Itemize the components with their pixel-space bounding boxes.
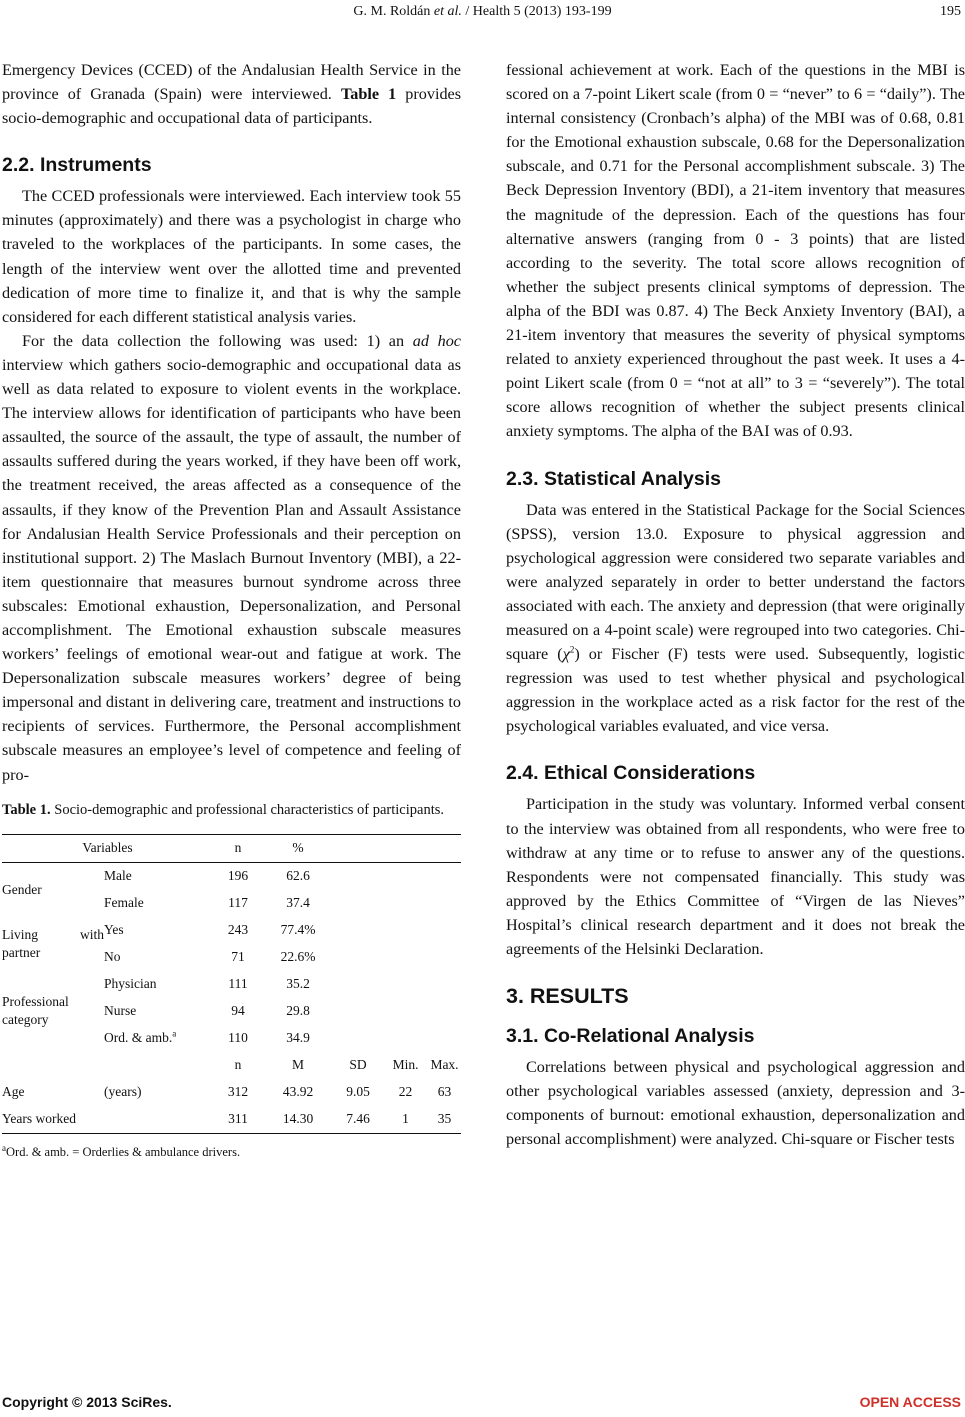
left-column [2, 58, 461, 1164]
table-row: No 71 22.6% [104, 949, 316, 965]
open-access-link[interactable]: OPEN ACCESS [859, 1394, 961, 1410]
paragraph: Emergency Devices (CCED) of the Andalusian Health Service in the province of Granada (Spain) were interviewed. Table 1 provides socio-demographic and occupational data of participants. [2, 61, 462, 128]
section-heading: 2.3. Statistical Analysis [506, 467, 721, 490]
section-heading: 2.4. Ethical Considerations [506, 762, 756, 785]
paragraph: Participation in the study was voluntary. Informed verbal consent to the interview was obtained from all respondents, who were free to withdraw at any time or to refuse to answer any of the questions. Respondents were not compensated financially. This study was approved by the Ethics Committee of “Virgen de las Nieves” Hospital’s clinical research department and it does not break the agreements of the Helsinki Declaration. [506, 795, 965, 958]
table-row: Ord. & amb.$^a$ 110 34.9 [104, 1028, 310, 1046]
section-heading: 3.1. Co-Relational Analysis [506, 1025, 755, 1048]
table-row: Professional category Physician 111 35.2 [2, 976, 310, 1028]
paragraph: fessional achievement at work. Each of the questions in the MBI is scored on a 7-point Likert scale (from 0 = “never” to 6 = “daily”). The internal consistency (Cronbach’s alpha) of the MBI was of 0.68, 0.81 for the Emotional exhaustion subscale, 0.68 for the Depersonalization subscale, and 0.71 for the Personal accomplishment subscale. 3) The Beck Depression Inventory (BDI), a 21-item inventory that measures the magnitude of the depression. Each of the questions has four alternative answers (ranging from 0 - 3 points) that are listed according to the severity. The total score allows recognition of whether the subject presents clinical symptoms of depression. The alpha of the BDI was 0.87. 4) The Beck Anxiety Inventory (BAI), a 21-item inventory that measures the severity of physical symptoms related to anxiety experienced throughout the past week. It uses a 4-point Likert scale (from 0 = “not at all” to 3 = “severely”). The total score allows recognition of whether the subject presents clinical anxiety symptoms. The alpha of the BAI was of 0.93. [506, 61, 965, 441]
right-column [506, 58, 965, 1151]
table-row: Years worked 311 14.30 7.46 1 35 [2, 1106, 461, 1134]
page-number: 195 [940, 4, 961, 19]
table-header-row: Variables n % [2, 834, 461, 862]
table-reference: Table 1 [340, 85, 397, 104]
section-heading: 3. RESULTS [506, 984, 629, 1009]
table-row: Living with partner Yes 243 77.4% [2, 922, 316, 960]
table-1 [2, 834, 461, 1134]
section-heading: 2.2. Instruments [2, 154, 152, 177]
table-caption: Table 1. Socio-demographic and professional characteristics of participants. [2, 801, 445, 818]
copyright: Copyright © 2013 SciRes. [2, 1394, 172, 1410]
table-row: Age (years) 312 43.92 9.05 22 63 [2, 1084, 452, 1100]
table-footnote: $^a$Ord. & amb. = Orderlies & ambulance drivers. [2, 1142, 241, 1159]
paragraph: The CCED professionals were interviewed. Each interview took 55 minutes (approximately) and there was a psychologist in charge who traveled to the workplaces of the participants. In some cases, the length of the interview went over the allotted time and prevented dedication of more time to finalize it, and that is why the sample considered for each different statistical analysis varies. [2, 187, 461, 326]
paragraph: Data was entered in the Statistical Package for the Social Sciences (SPSS), version 13.0. Exposure to physical aggression and psychological aggression were considered two separate variables and were analyzed separately in order to better understand the factors associated with each. The anxiety and depression (that were originally measured on a 4-point scale) were regrouped into two categories. Chi-square $(\chi^2)$ or Fischer (F) tests were used. Subsequently, logistic regression was used to test whether physical and psychological aggression in the workplace acted as a risk factor for the rest of the psychological variables evaluated, and vice versa. [506, 500, 965, 736]
table-row: Nurse 94 29.8 [104, 1003, 310, 1019]
table-row: Gender Male 196 62.6 [2, 868, 310, 897]
paragraph: For the data collection the following was used: 1) an ad hoc interview which gathers socio-demographic and occupational data as well as data related to exposure to violent events in the workplace. The interview allows for identification of participants who have been assaulted, the source of the assault, the type of assault, the number of assaults suffered during the years worked, if they have been off work, the treatment received, the areas affected as a consequence of the assaults, if they know of the Prevention Plan and Assault Assistance for Andalusian Health Service Professionals and their perception on institutional support. 2) The Maslach Burnout Inventory (MBI), a 22-item questionnaire that measures burnout syndrome across three subscales: Emotional exhaustion, Depersonalization, and Personal accomplishment. The Emotional exhaustion subscale measures workers’ feelings of emotional wear-out and fatigue at work. The Depersonalization subscale measures workers’ degree of being impersonal and distant in delivering care, treatment and instructions to recipients of services. Furthermore, the Personal accomplishment subscale measures an employee’s level of competence and feeling of pro- [2, 331, 461, 784]
table-subheader-row: n M SD Min. Max. [234, 1057, 459, 1073]
header-citation: G. M. Roldán et al. / Health 5 (2013) 193-199 [353, 4, 612, 19]
paragraph: Correlations between physical and psychological aggression and other psychological variables assessed (anxiety, depression and 3-components of burnout: emotional exhaustion, depersonalization and personal accomplishment) were analyzed. Chi-square or Fischer tests [506, 1058, 965, 1149]
table-row: Female 117 37.4 [104, 895, 310, 911]
